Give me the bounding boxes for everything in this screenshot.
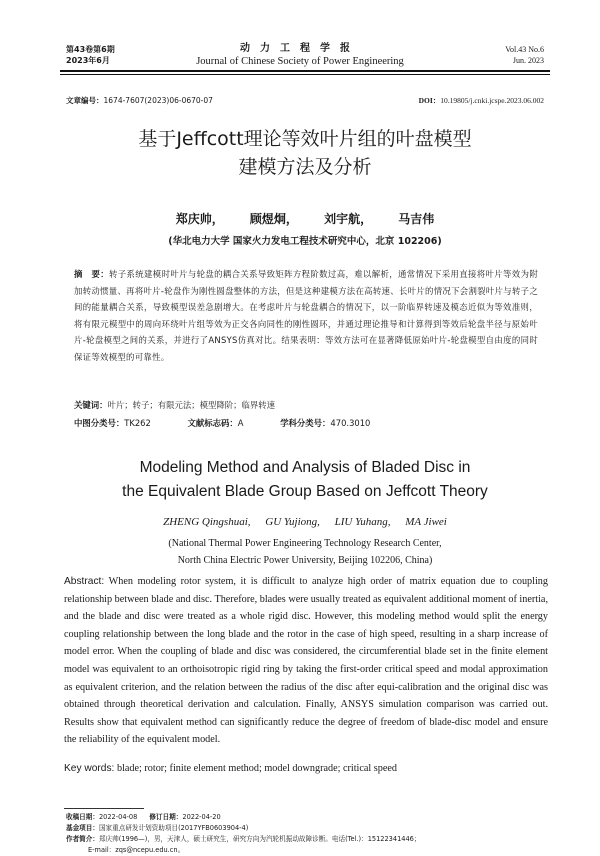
- received-label: 收稿日期：: [66, 813, 99, 821]
- author-bio-text: 郑庆帅(1996—)，男，天津人，硕士研究生，研究方向为汽轮机振动故障诊断。电话(Tel.)：15122341446；: [98, 835, 421, 843]
- header-volume-en: [505, 44, 544, 66]
- clc-value: TK262: [124, 418, 151, 428]
- title-cn: [60, 125, 550, 181]
- footnote-dates: [66, 812, 546, 823]
- authors-en: [60, 516, 550, 528]
- title-en-line1: Modeling Method and Analysis of Bladed Disc in: [139, 459, 471, 476]
- author-bio-label: 作者简介：: [66, 835, 99, 843]
- footnote-fund: [66, 823, 546, 834]
- header-rule-thick: [60, 70, 550, 72]
- subject-value: 470.3010: [330, 418, 371, 428]
- article-number-label: 文章编号：: [66, 96, 104, 105]
- title-en: [60, 456, 550, 504]
- header-rule-thin: [60, 74, 550, 75]
- affiliation-cn: (华北电力大学 国家火力发电工程技术研究中心，北京 102206): [168, 236, 442, 247]
- fund-label: 基金项目：: [66, 824, 99, 832]
- keywords-cn: [74, 399, 538, 411]
- author-cn: 马吉伟: [398, 212, 435, 226]
- keywords-en: [64, 763, 548, 774]
- footnote-rule: [64, 808, 144, 809]
- classification-cn: [74, 417, 538, 429]
- affiliation-en: [60, 535, 550, 569]
- doi-label: DOI：: [418, 96, 441, 105]
- clc-label: 中图分类号：: [74, 418, 125, 428]
- article-number: [66, 95, 213, 106]
- abstract-cn-label: 摘 要：: [74, 269, 110, 279]
- title-cn-line1: 基于Jeffcott理论等效叶片组的叶盘模型: [138, 128, 472, 150]
- author-en: ZHENG Qingshuai,: [163, 516, 251, 528]
- author-en: LIU Yuhang,: [334, 516, 391, 528]
- author-en: MA Jiwei: [405, 516, 447, 528]
- title-cn-line2: 建模方法及分析: [238, 156, 372, 178]
- doc-code-label: 文献标志码：: [187, 418, 238, 428]
- subject-label: 学科分类号：: [280, 418, 331, 428]
- affiliation-en-line1: (National Thermal Power Engineering Technology Research Center,: [168, 538, 442, 549]
- author-cn: 顾煜炯，: [249, 212, 298, 226]
- keywords-cn-label: 关键词：: [74, 400, 108, 410]
- date-cn: 2023年6月: [66, 56, 110, 65]
- doi: [419, 95, 544, 106]
- revised-label: 修订日期：: [149, 813, 183, 821]
- author-en: GU Yujiong,: [265, 516, 320, 528]
- author-cn: 郑庆帅，: [175, 212, 224, 226]
- footnote-author: [66, 834, 546, 845]
- abstract-en: [64, 573, 548, 749]
- abstract-cn-text: 转子系统建模时叶片与轮盘的耦合关系导致矩阵方程阶数过高，难以解析，通常情况下采用直接将叶片等效为附加转动惯量、再将叶片-轮盘作为刚性圆盘整体的方法，但是这种建模方法在高转速、长叶片的情况下会割裂叶片与转子之间的能量耦合关系，导致模型误差急剧增大。在考虑叶片与轮盘耦合的情况下，以一阶临界转速及模态近似为等效准则，将有限元模型中的周向环绕叶片组等效为正交各向同性的刚性圆环，并通过理论推导和计算得到等效后轮盘半径与原始叶片-轮盘模型之间的关系，并进行了ANSYS仿真对比。结果表明：等效方法可在显著降低原始叶片-轮盘模型自由度的同时保证等效模型的可靠性。: [74, 269, 538, 362]
- keywords-en-text: blade; rotor; finite element method; model downgrade; critical speed: [116, 763, 397, 774]
- received-date: 2022-04-08: [98, 813, 138, 821]
- volume-cn: 第43卷第6期: [66, 45, 115, 54]
- doc-code-value: A: [237, 418, 244, 428]
- header-journal: [180, 42, 420, 69]
- doi-value: 10.19805/j.cnki.jcspe.2023.06.002: [440, 96, 544, 105]
- affiliation-en-line2: North China Electric Power University, Beijing 102206, China): [177, 555, 433, 566]
- volume-en: Vol.43 No.6: [505, 45, 544, 54]
- keywords-cn-text: 叶片；转子；有限元法；模型降阶；临界转速: [107, 400, 275, 410]
- journal-name-en: Journal of Chinese Society of Power Engineering: [196, 56, 404, 67]
- abstract-en-text: When modeling rotor system, it is difficult to analyze high order of matrix equation due to coupling relationship between blade and disc. Therefore, blades were usually treated as equivalent additional moment of inertia, and the blade and disc were treated as a whole rigid disc. However, this modeling method would split the energy coupling relationship between the long blade and the rotor in the case of high speed, resulting in a sharp increase of model error. When the coupling of blade and disc was considered, the circumferential blade set in the finite element model was equivalent to an orthoisotropic rigid ring by taking the first-order critical speed and modal approximation as equivalent criterion, and the relation between the radius of the disc after equi-calibration and the original disc was obtained through theoretical derivation and calculation. Finally, ANSYS simulation comparison was carried out. Results show that equivalent method can significantly reduce the degree of freedom of blade-disc model and ensure the reliability of the equivalent model.: [64, 576, 548, 746]
- date-en: Jun. 2023: [512, 56, 544, 65]
- title-en-line2: the Equivalent Blade Group Based on Jeffcott Theory: [122, 483, 488, 500]
- revised-date: 2022-04-20: [182, 813, 221, 821]
- journal-name-cn: 动力工程学报: [240, 43, 360, 54]
- authors-cn: [60, 210, 550, 227]
- keywords-en-label: Key words:: [64, 763, 115, 774]
- header-volume-cn: [66, 44, 115, 66]
- fund-text: 国家重点研发计划资助项目(2017YFB0603904-4): [98, 824, 249, 832]
- abstract-cn: [74, 266, 538, 365]
- footnotes: [66, 812, 546, 856]
- author-cn: 刘宇航，: [324, 212, 373, 226]
- article-number-value: 1674-7607(2023)06-0670-07: [103, 96, 213, 105]
- footnote-email: E-mail：zqs@ncepu.edu.cn。: [88, 846, 185, 854]
- abstract-en-label: Abstract:: [64, 576, 105, 587]
